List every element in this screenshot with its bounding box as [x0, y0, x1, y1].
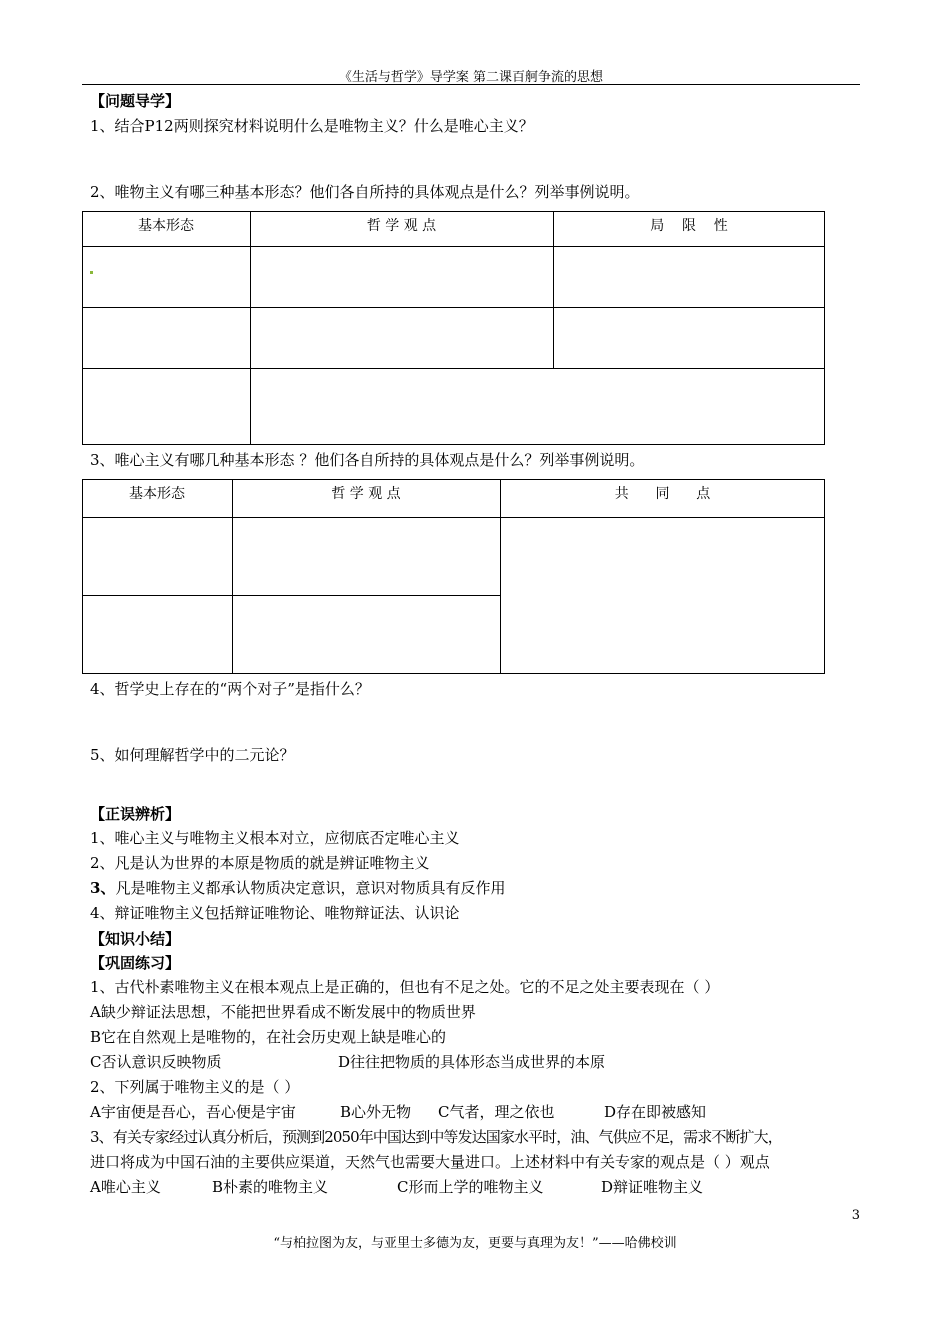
table2-header-common: 共 同 点: [614, 486, 711, 502]
judgment-text: 凡是唯物主义都承认物质决定意识，意识对物质具有反作用: [115, 879, 506, 897]
table2-border: [82, 479, 825, 674]
exercise-3-stem-line-2: 进口将成为中国石油的主要供应渠道，天然气也需要大量进口。上述材料中有关专家的观点是（ ）观点: [90, 1153, 770, 1171]
section-correct-heading: 【正误辨析】: [90, 805, 181, 823]
table2-header-form: 基本形态: [129, 486, 185, 502]
judgment-text: 唯心主义与唯物主义根本对立，应彻底否定唯心主义: [114, 829, 460, 847]
exercise-3-option-a: A唯心主义: [90, 1178, 161, 1196]
page-header: 《生活与哲学》导学案 第二课百舸争流的思想: [338, 70, 604, 85]
exercise-1-option-a: A缺少辩证法思想，不能把世界看成不断发展中的物质世界: [90, 1003, 476, 1021]
exercise-2-option-a: A宇宙便是吾心，吾心便是宇宙: [90, 1103, 296, 1121]
table1-row-rule: [82, 307, 825, 308]
table1-header-form: 基本形态: [138, 218, 194, 234]
exercise-1-option-b: B它在自然观上是唯物的，在社会历史观上缺是唯心的: [90, 1028, 447, 1046]
table1-row-rule: [82, 368, 825, 369]
exercise-1-option-c: C否认意识反映物质: [90, 1053, 222, 1071]
table1-col-rule: [250, 211, 251, 445]
page-number: 3: [851, 1208, 860, 1223]
table2-header-view: 哲 学 观 点: [331, 486, 401, 502]
table2-col-rule: [500, 479, 501, 674]
exercise-2-option-b: B心外无物: [340, 1103, 412, 1121]
question-1: 1、结合P12两则探究材料说明什么是唯物主义？什么是唯心主义？: [90, 117, 534, 135]
judgment-number: 3、: [90, 879, 116, 897]
judgment-item: [90, 902, 460, 923]
judgment-item: [90, 827, 460, 848]
judgment-number: 2、: [90, 854, 115, 872]
section-summary-heading: 【知识小结】: [90, 930, 181, 948]
section-practice-heading: 【巩固练习】: [90, 954, 181, 972]
judgment-item: [90, 852, 430, 873]
exercise-1-stem: 1、古代朴素唯物主义在根本观点上是正确的，但也有不足之处。它的不足之处主要表现在（ ）: [90, 978, 720, 996]
header-rule: [82, 84, 860, 85]
exercise-1-option-d: D往往把物质的具体形态当成世界的本原: [338, 1053, 606, 1071]
exercise-3-option-c: C形而上学的唯物主义: [397, 1178, 544, 1196]
exercise-3-option-b: B朴素的唯物主义: [212, 1178, 329, 1196]
judgment-text: 凡是认为世界的本原是物质的就是辨证唯物主义: [114, 854, 430, 872]
question-5: 5、如何理解哲学中的二元论？: [90, 746, 295, 764]
question-4: 4、哲学史上存在的“两个对子”是指什么？: [90, 680, 370, 698]
exercise-2-option-c: C气者，理之依也: [438, 1103, 555, 1121]
exercise-3-stem-line-1: 3、有关专家经过认真分析后，预测到2050年中国达到中等发达国家水平时，油、气供应不足，需求不断扩大，: [90, 1128, 782, 1146]
judgment-number: 1、: [90, 829, 115, 847]
table2-col-rule: [232, 479, 233, 674]
page-footer-quote: “与柏拉图为友，与亚里士多德为友，更要与真理为友！”——哈佛校训: [273, 1236, 677, 1251]
table1-cell-mark: [90, 271, 93, 274]
table1-header-view: 哲 学 观 点: [366, 218, 437, 234]
table2-header-rule: [82, 517, 825, 518]
section-guide-heading: 【问题导学】: [90, 92, 181, 110]
table1-header-rule: [82, 246, 825, 247]
exercise-2-stem: 2、下列属于唯物主义的是（ ）: [90, 1078, 300, 1096]
judgment-number: 4、: [90, 904, 115, 922]
exercise-3-option-d: D辩证唯物主义: [601, 1178, 704, 1196]
question-3: 3、唯心主义有哪几种基本形态 ？他们各自所持的具体观点是什么？列举事例说明。: [90, 451, 645, 469]
question-2: 2、唯物主义有哪三种基本形态？他们各自所持的具体观点是什么？列举事例说明。: [90, 183, 640, 201]
table1-header-limit: 局 限 性: [650, 218, 728, 234]
judgment-item: [90, 877, 505, 898]
exercise-2-option-d: D存在即被感知: [604, 1103, 707, 1121]
judgment-text: 辩证唯物主义包括辩证唯物论、唯物辩证法、认识论: [114, 904, 460, 922]
table2-row-rule: [82, 595, 500, 596]
